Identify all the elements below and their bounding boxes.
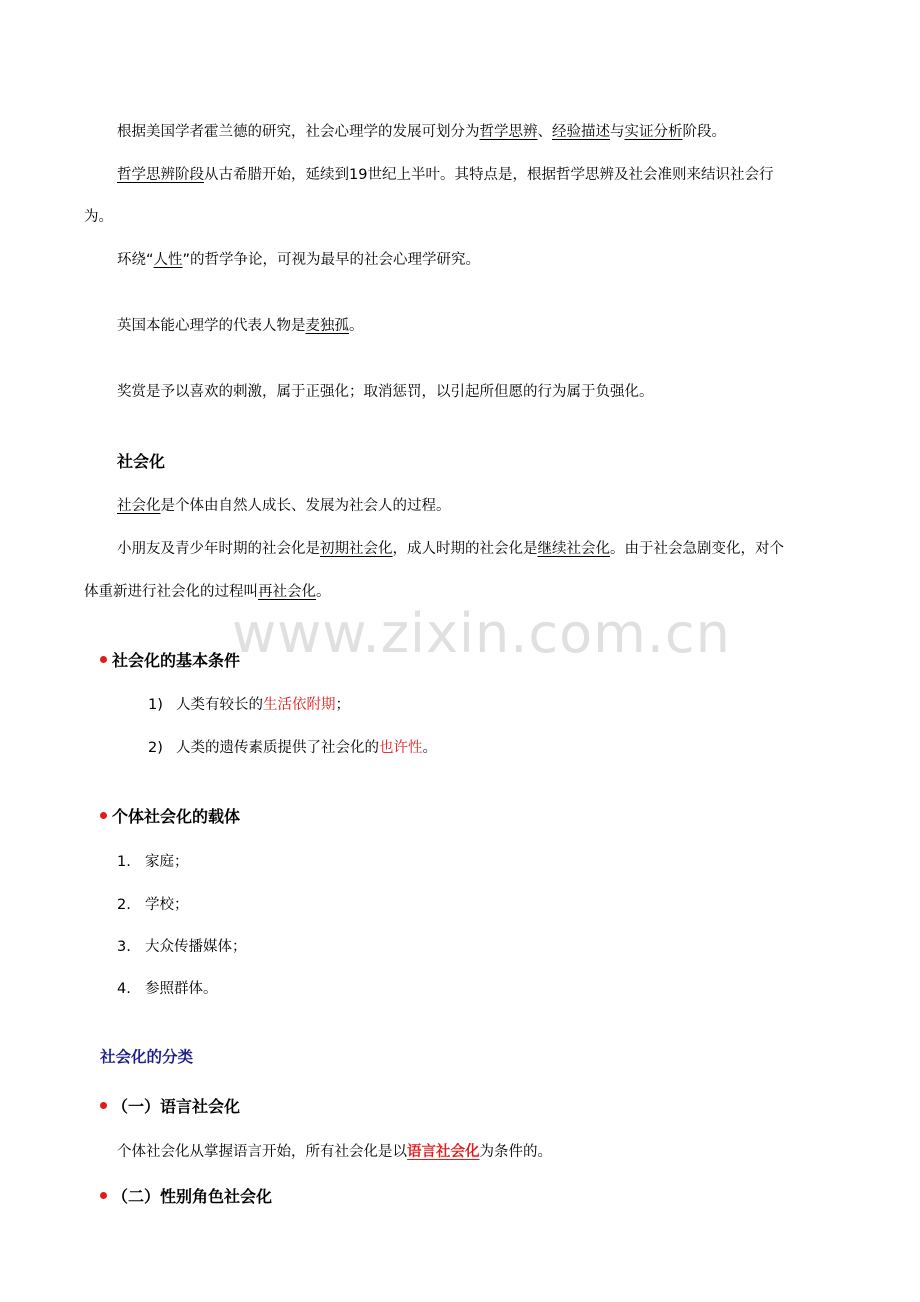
text: 为条件的。 [479, 1144, 552, 1160]
list-number: 4. [117, 981, 131, 997]
list-item [117, 850, 189, 871]
term-mcdougall: 麦独孤 [305, 318, 349, 334]
text: 英国本能心理学的代表人物是 [117, 318, 306, 334]
heading-text: （一）语言社会化 [112, 1097, 241, 1116]
text: 。 [316, 584, 331, 600]
paragraph-philosophy-stage [117, 163, 773, 184]
paragraph-resocialization [84, 580, 331, 601]
text: 小朋友及青少年时期的社会化是 [117, 541, 320, 557]
text: 参照群体。 [145, 981, 218, 997]
term-resocialization: 再社会化 [258, 584, 316, 600]
heading-gender-role [100, 1184, 272, 1207]
text: 环绕“ [117, 252, 154, 268]
text: 人类有较长的 [176, 697, 263, 713]
heading-socialization: 社会化 [117, 452, 166, 471]
paragraph-socialization-def [117, 494, 451, 515]
text: 与 [610, 124, 625, 140]
term-human-nature: 人性 [153, 252, 183, 268]
text: ； [335, 697, 350, 713]
bullet-icon [100, 812, 107, 819]
heading-text: 个体社会化的载体 [112, 807, 241, 826]
text: 个体社会化从掌握语言开始，所有社会化是以 [117, 1144, 407, 1160]
text: 。 [422, 740, 437, 756]
term-socialization: 社会化 [117, 498, 161, 514]
list-number: 1) [148, 697, 163, 713]
term-analysis: 实证分析 [624, 124, 683, 140]
text: 。由于社会急剧变化，对个 [610, 541, 784, 557]
heading-basic-conditions [100, 648, 240, 671]
term-philosophy-stage: 哲学思辨阶段 [117, 167, 204, 183]
list-item [148, 736, 437, 757]
paragraph-reinforcement: 奖赏是予以喜欢的刺激，属于正强化；取消惩罚，以引起所但愿的行为属于负强化。 [117, 384, 654, 400]
list-item [117, 893, 189, 914]
text: 阶段。 [682, 124, 726, 140]
list-item [148, 693, 350, 714]
text: 从古希腊开始，延续到19世纪上半叶。其特点是，根据哲学思辨及社会准则来结识社会行 [204, 167, 774, 183]
text: 大众传播媒体； [145, 939, 247, 955]
list-number: 2. [117, 897, 131, 913]
heading-text: （二）性别角色社会化 [112, 1187, 273, 1206]
text: 。 [349, 318, 364, 334]
list-number: 2) [148, 740, 163, 756]
paragraph-continuation: 为。 [84, 209, 113, 225]
term-possibility: 也许性 [379, 740, 423, 756]
term-language-socialization: 语言社会化 [407, 1144, 480, 1160]
text: 根据美国学者霍兰德的研究，社会心理学的发展可划分为 [117, 124, 480, 140]
text: 体重新进行社会化的过程叫 [84, 584, 258, 600]
watermark: www.zixin.com.cn [232, 602, 731, 665]
text: 家庭； [145, 854, 189, 870]
paragraph-socialization-stages [117, 537, 784, 558]
text: ，成人时期的社会化是 [392, 541, 538, 557]
paragraph-language [117, 1140, 552, 1161]
paragraph-human-nature [117, 248, 480, 269]
list-item [117, 935, 247, 956]
term-continued-socialization: 继续社会化 [537, 541, 610, 557]
list-number: 3. [117, 939, 131, 955]
text: ”的哲学争论，可视为最早的社会心理学研究。 [182, 252, 481, 268]
text: 是个体由自然人成长、发展为社会人的过程。 [160, 498, 451, 514]
text: 人类的遗传素质提供了社会化的 [176, 740, 379, 756]
bullet-icon [100, 1192, 107, 1199]
list-item [117, 977, 218, 998]
paragraph-mcdougall [117, 314, 364, 335]
heading-classification: 社会化的分类 [100, 1048, 194, 1066]
text: 、 [537, 124, 552, 140]
term-philosophy: 哲学思辨 [479, 124, 538, 140]
text: 学校； [145, 897, 189, 913]
term-dependency-period: 生活依附期 [263, 697, 336, 713]
list-number: 1. [117, 854, 131, 870]
bullet-icon [100, 1102, 107, 1109]
term-empirical: 经验描述 [552, 124, 610, 140]
heading-language-socialization [100, 1094, 240, 1117]
term-early-socialization: 初期社会化 [320, 541, 393, 557]
paragraph-holland [117, 120, 726, 141]
bullet-icon [100, 656, 107, 663]
heading-text: 社会化的基本条件 [112, 651, 241, 670]
heading-carriers [100, 804, 240, 827]
